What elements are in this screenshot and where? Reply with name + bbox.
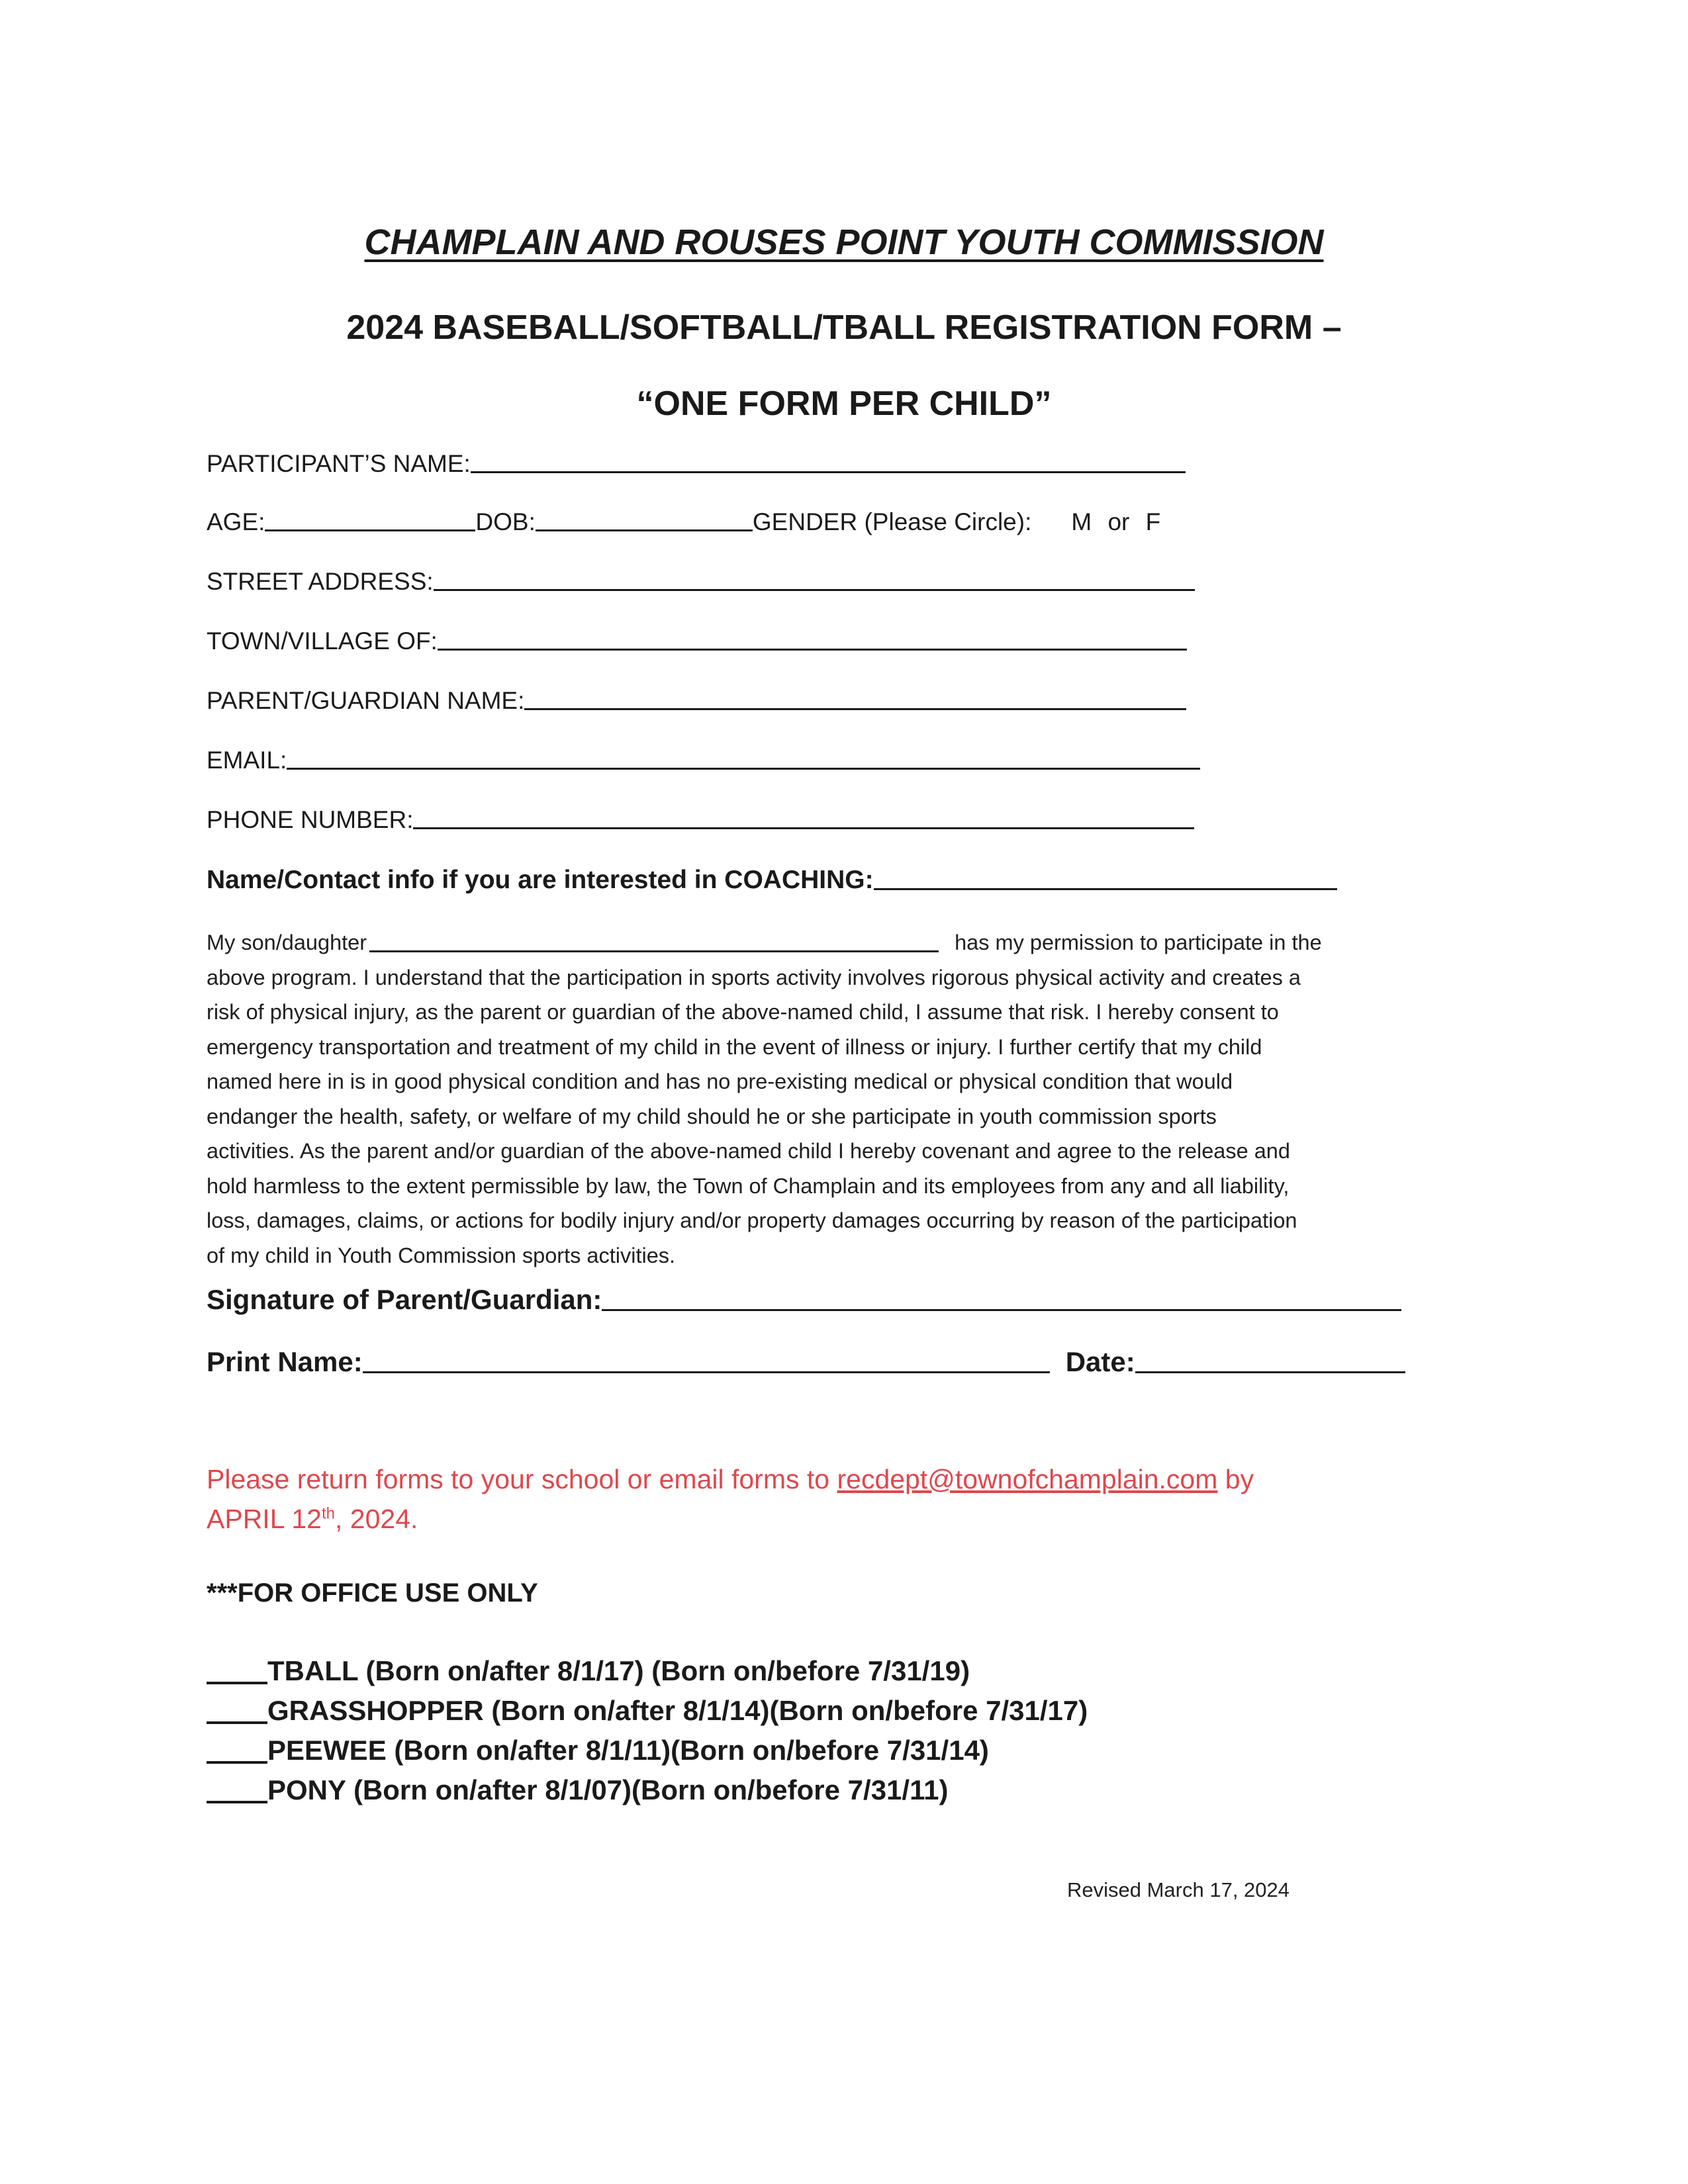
notice-by: by xyxy=(1217,1464,1254,1494)
parent-name-label: PARENT/GUARDIAN NAME: xyxy=(207,687,525,714)
email-label: EMAIL: xyxy=(207,747,287,774)
street-address-field xyxy=(207,568,1195,596)
dob-label: DOB: xyxy=(475,508,536,535)
division-row-tball xyxy=(207,1651,1088,1691)
signature-label: Signature of Parent/Guardian: xyxy=(207,1284,602,1315)
signature-input[interactable] xyxy=(602,1309,1401,1311)
division-row-peewee xyxy=(207,1731,1088,1770)
gender-label: GENDER (Please Circle): xyxy=(752,508,1032,535)
division-label: PEEWEE (Born on/after 8/1/11)(Born on/before 7/31/14) xyxy=(267,1735,989,1766)
deadline-suffix: , 2024. xyxy=(335,1504,418,1534)
email-input[interactable] xyxy=(287,768,1200,770)
deadline-sup: th xyxy=(321,1504,335,1523)
coaching-field xyxy=(207,866,1337,895)
participant-name-input[interactable] xyxy=(471,471,1186,473)
coaching-input[interactable] xyxy=(874,888,1337,890)
age-label: AGE: xyxy=(207,508,265,535)
dob-input[interactable] xyxy=(536,529,753,531)
division-row-grasshopper xyxy=(207,1691,1088,1731)
division-label: PONY (Born on/after 8/1/07)(Born on/before 7/31/11) xyxy=(267,1774,949,1805)
child-name-input[interactable] xyxy=(369,950,939,952)
phone-label: PHONE NUMBER: xyxy=(207,806,414,833)
organization-title: CHAMPLAIN AND ROUSES POINT YOUTH COMMISSION xyxy=(364,222,1324,262)
waiver-line: risk of physical injury, as the parent or guardian of the above-named child, I assume that risk. I hereby consent to xyxy=(207,1000,1279,1024)
waiver-prefix: My son/daughter xyxy=(207,931,367,954)
form-title: 2024 BASEBALL/SOFTBALL/TBALL REGISTRATION FORM – xyxy=(346,308,1342,347)
age-input[interactable] xyxy=(265,529,475,531)
email-link[interactable]: recdept@townofchamplain.com xyxy=(837,1464,1218,1494)
waiver-line: named here in is in good physical condition and has no pre-existing medical or physical condition that would xyxy=(207,1069,1233,1093)
street-address-input[interactable] xyxy=(434,589,1195,591)
town-field xyxy=(207,627,1187,655)
division-check-grasshopper[interactable] xyxy=(207,1721,267,1724)
revision-date: Revised March 17, 2024 xyxy=(1067,1878,1290,1901)
age-dob-gender-row xyxy=(207,508,1160,536)
date-input[interactable] xyxy=(1135,1371,1405,1373)
division-list xyxy=(207,1651,1088,1810)
coaching-label: Name/Contact info if you are interested in COACHING: xyxy=(207,866,874,894)
town-input[interactable] xyxy=(438,649,1187,651)
print-name-date-row xyxy=(207,1346,1405,1378)
waiver-line: loss, damages, claims, or actions for bodily injury and/or property damages occurring by reason of the participation xyxy=(207,1208,1297,1232)
division-label: GRASSHOPPER (Born on/after 8/1/14)(Born on/before 7/31/17) xyxy=(267,1695,1088,1726)
waiver-line1-suffix: has my permission to participate in the xyxy=(955,931,1322,954)
email-field xyxy=(207,747,1200,774)
phone-input[interactable] xyxy=(413,827,1194,829)
division-check-pony[interactable] xyxy=(207,1801,267,1803)
participant-name-label: PARTICIPANT’S NAME: xyxy=(207,450,471,477)
print-name-input[interactable] xyxy=(363,1371,1050,1373)
date-label: Date: xyxy=(1065,1346,1135,1377)
print-name-label: Print Name: xyxy=(207,1346,363,1377)
waiver-line: endanger the health, safety, or welfare of my child should he or she participate in youth commission sports xyxy=(207,1104,1217,1128)
participant-name-field xyxy=(207,450,1186,478)
form-subtitle: “ONE FORM PER CHILD” xyxy=(636,385,1052,423)
waiver-line-1 xyxy=(207,925,1451,960)
waiver-paragraph xyxy=(207,925,1451,1273)
notice-text: Please return forms to your school or email forms to xyxy=(207,1464,837,1494)
waiver-line: above program. I understand that the participation in sports activity involves rigorous physical activity and creates a xyxy=(207,965,1301,989)
parent-name-input[interactable] xyxy=(524,708,1186,710)
signature-field xyxy=(207,1284,1401,1316)
division-check-peewee[interactable] xyxy=(207,1761,267,1764)
office-use-heading: ***FOR OFFICE USE ONLY xyxy=(207,1578,538,1608)
division-label: TBALL (Born on/after 8/1/17) (Born on/before 7/31/19) xyxy=(267,1655,970,1686)
waiver-line: activities. As the parent and/or guardian of the above-named child I hereby covenant and agree to the release and xyxy=(207,1139,1290,1163)
gender-options[interactable]: M or F xyxy=(1071,508,1161,535)
parent-name-field xyxy=(207,687,1186,715)
street-address-label: STREET ADDRESS: xyxy=(207,568,434,595)
waiver-line: hold harmless to the extent permissible by law, the Town of Champlain and its employees from any and all liability, xyxy=(207,1173,1289,1198)
division-check-tball[interactable] xyxy=(207,1682,267,1684)
waiver-line: emergency transportation and treatment of my child in the event of illness or injury. I further certify that my child xyxy=(207,1034,1262,1059)
phone-field xyxy=(207,806,1194,834)
deadline-prefix: APRIL 12 xyxy=(207,1504,322,1534)
return-instructions xyxy=(207,1459,1398,1539)
town-label: TOWN/VILLAGE OF: xyxy=(207,627,438,655)
waiver-line: of my child in Youth Commission sports activities. xyxy=(207,1243,676,1267)
division-row-pony xyxy=(207,1770,1088,1810)
